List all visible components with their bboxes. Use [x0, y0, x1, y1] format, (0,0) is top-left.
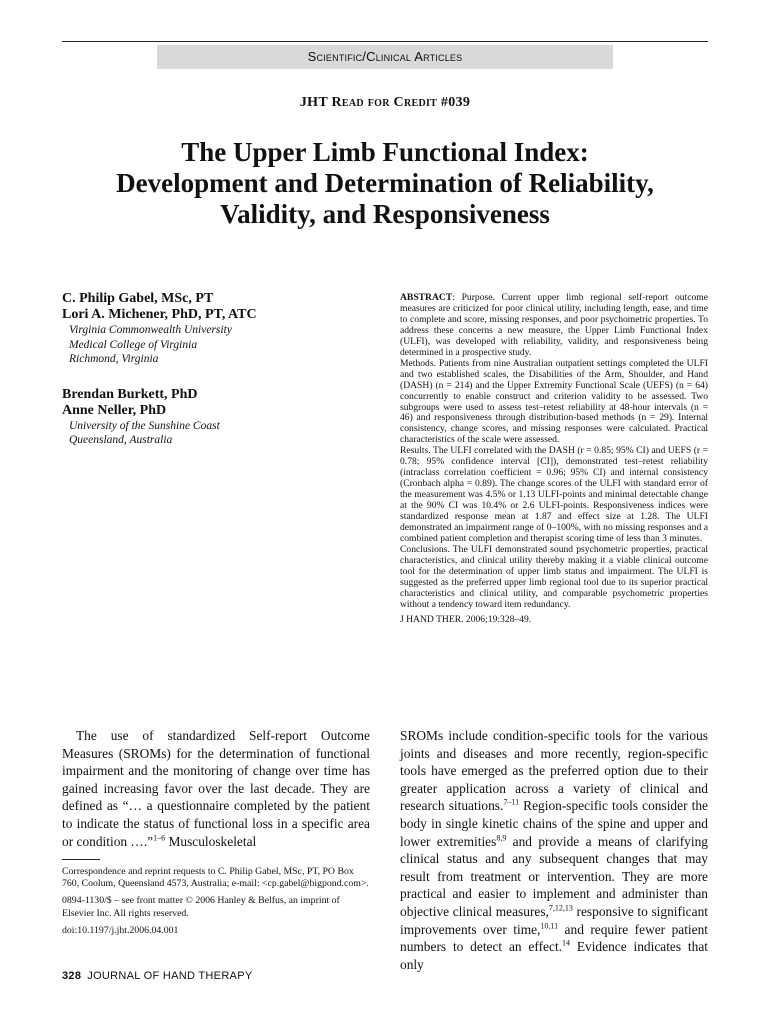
body-text: The use of standardized Self-report Outcome Measures (SROMs) for the determination of functional impairment and the monitoring of change over time has gained increasing favor over the last decade. They are defined as “… a questionnaire completed by the patient to indicate the status of functional loss in a specific area or condition ….” — [62, 728, 370, 849]
footnote-rule — [62, 859, 100, 860]
abstract-label: ABSTRACT — [400, 292, 453, 303]
top-rule — [62, 41, 708, 42]
body-text: SROMs include condition-specific tools for the various joints and diseases and more recently, region-specific tools have emerged as the preferred option due to their greater application across a variety of clinical and research situations. — [400, 728, 708, 814]
title-line-1: The Upper Limb Functional Index: — [181, 137, 589, 167]
body-text: responsive to significant improvements over time, — [400, 903, 708, 937]
abstract-purpose — [400, 293, 708, 359]
author-name: Brendan Burkett, PhD — [62, 386, 198, 402]
body-column-left — [62, 727, 370, 850]
copyright-note: 0894-1130/$ – see front matter © 2006 Hanley & Belfus, an imprint of Elsevier Inc. All rights reserved. — [62, 895, 340, 919]
abstract-citation: J HAND THER. 2006;19:328–49. — [400, 613, 532, 625]
page-number: 328 — [62, 970, 82, 982]
affiliation-line: Virginia Commonwealth University — [69, 324, 232, 336]
abstract-methods: Methods. Patients from nine Australian outpatient settings completed the ULFI and two established scales, the Disabilities of the Arm, Shoulder, and Hand (DASH) (n = 214) and the Upper Extremity Functional Scale (UEFS) (n = 64) concurrently to enable construct and criterion validity to be assessed. Two subgroups were used to assess test–retest reliability at 48-hour intervals (n = 46) and responsiveness through distribution-based methods (n = 29). Internal consistency, change scores, and missing responses were calculated. Practical characteristics of the scale were assessed. — [400, 357, 708, 446]
body-text: and require fewer patient numbers to detect an effect. — [400, 921, 709, 955]
doi-note: doi:10.1197/j.jht.2006.04.001 — [62, 924, 179, 936]
author-name: Lori A. Michener, PhD, PT, ATC — [62, 307, 257, 322]
reference-marker: 8,9 — [496, 833, 507, 843]
body-text: Musculoskeletal — [165, 833, 257, 849]
affiliation-line: University of the Sunshine Coast — [69, 419, 220, 432]
article-title — [40, 137, 730, 230]
abstract-purpose-text: : Purpose. Current upper limb regional self-report outcome measures are criticized for poor clinical utility, including length, ease, and time to complete and score, missing responses, and poor psychometric properties. To address these concerns a new measure, the Upper Limb Functional Index (ULFI), was developed with reliability, validity, and responsiveness being determined in a prospective study. — [400, 292, 708, 358]
affiliation-line: Medical College of Virginia — [69, 338, 198, 351]
reference-marker: 1–6 — [153, 833, 166, 843]
reference-marker: 14 — [562, 938, 571, 948]
abstract-results: Results. The ULFI correlated with the DASH (r = 0.85; 95% CI) and UEFS (r = 0.78; 95% confidence interval [CI]), demonstrated test–retest reliability (intraclass correlation coefficient = 0.96; 95% CI) and internal consistency (Cronbach alpha = 0.89). The change scores of the ULFI with standard error of the measurement was 4.5% or 1.13 ULFI-points and minimal detectable change at the 90% CI was 10.4% or 2.6 ULFI-points. Responsiveness indices were standardized response mean at 1.87 and effect size at 1.28. The ULFI demonstrated an impairment range of 0–100%, with no missing responses and a combined patient completion and therapist scoring time of less than 3 minutes. — [400, 445, 708, 544]
body-paragraph — [400, 727, 708, 973]
reference-marker: 10,11 — [540, 921, 559, 931]
journal-name: JOURNAL OF HAND THERAPY — [87, 970, 253, 982]
author-block — [62, 291, 362, 448]
body-text: and provide a means of clarifying clinical status and any subsequent changes that may result from treatment or intervention. They are more practical and easier to implement and administer than objective clinical measures, — [400, 833, 708, 919]
body-text: Region-specific tools consider the body in single kinetic chains of the spine and upper and lower extremities — [400, 798, 708, 849]
author-name: Anne Neller, PhD — [62, 402, 167, 418]
correspondence-note: Correspondence and reprint requests to C. Philip Gabel, MSc, PT, PO Box 760, Coolum, Queensland 4573, Australia; e-mail: <cp.gabel@bigpond.com>. — [62, 866, 369, 890]
affiliation-line: Richmond, Virginia — [69, 353, 159, 365]
section-label: Scientific/Clinical Articles — [157, 45, 613, 69]
title-line-2: Development and Determination of Reliability, — [116, 168, 654, 198]
author-name: C. Philip Gabel, MSc, PT — [62, 291, 214, 306]
abstract — [400, 293, 708, 626]
affiliation-line: Queensland, Australia — [69, 434, 173, 446]
page-footer — [62, 970, 252, 982]
body-text: Evidence indicates that only — [400, 939, 708, 972]
abstract-conclusions: Conclusions. The ULFI demonstrated sound psychometric properties, practical characteristics, and clinical utility thereby making it a viable clinical outcome tool for the determination of upper limb status and impairment. The ULFI is suggested as the preferred upper limb regional tool due to its superior practical characteristics and clinical utility, and comparable psychometric properties without a tendency toward item redundancy. — [400, 543, 708, 610]
reference-marker: 7,12,13 — [548, 903, 573, 913]
footnotes — [62, 866, 370, 942]
reference-marker: 7–11 — [503, 797, 520, 807]
credit-line: JHT Read for Credit #039 — [299, 95, 471, 110]
title-line-3: Validity, and Responsiveness — [220, 199, 550, 229]
body-column-right — [400, 727, 708, 973]
body-paragraph — [62, 727, 370, 850]
